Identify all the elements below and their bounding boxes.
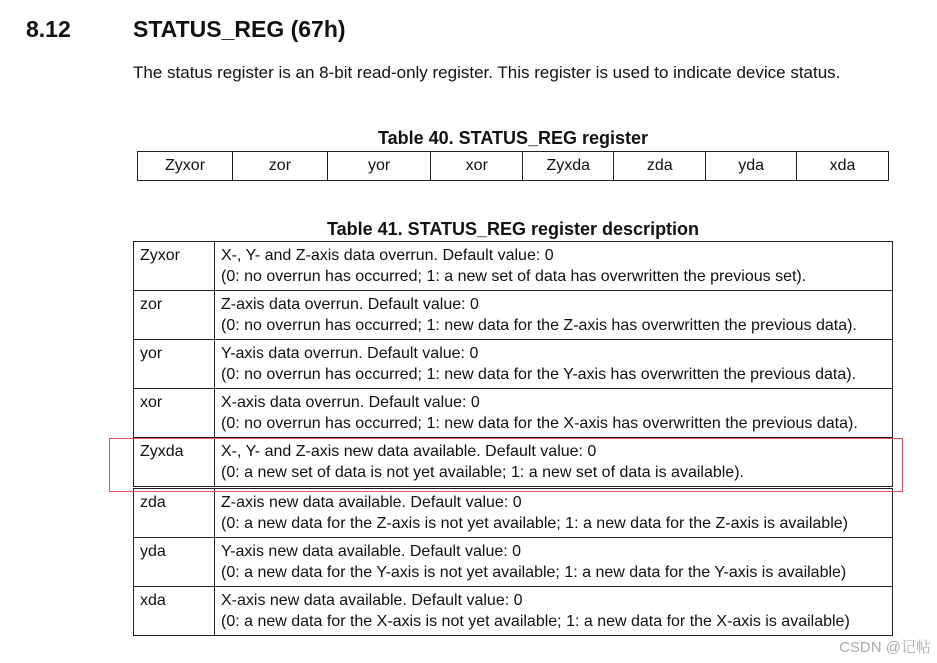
table-row [134,340,893,389]
register-bit-table [137,151,889,181]
bit-cell: zor [233,152,328,181]
bit-description [215,488,893,538]
highlight-box [109,438,903,492]
bit-name: zda [134,488,215,538]
table-row [134,488,893,538]
description-line1: Z-axis data overrun. Default value: 0 [221,296,479,313]
bit-description [215,389,893,438]
section-intro: The status register is an 8-bit read-only register. This register is used to indicate device status. [133,63,841,82]
table41-caption: Table 41. STATUS_REG register description [326,219,700,239]
table40-caption: Table 40. STATUS_REG register [377,128,649,148]
description-line1: X-axis new data available. Default value: 0 [221,592,523,609]
description-line1: X-, Y- and Z-axis data overrun. Default value: 0 [221,247,554,264]
description-line1: Y-axis new data available. Default value: 0 [221,543,522,560]
bit-name: zor [134,291,215,340]
watermark: CSDN @记帖 [839,639,931,656]
bit-cell: Zyxda [523,152,614,181]
table-row [134,242,893,291]
bit-description [215,340,893,389]
table-row [134,291,893,340]
bit-cell: yda [706,152,797,181]
table-row [134,587,893,636]
description-line2: (0: a new data for the X-axis is not yet available; 1: a new data for the X-axis is available) [221,613,850,630]
bit-name: Zyxor [134,242,215,291]
description-line1: Z-axis new data available. Default value: 0 [221,494,522,511]
bit-name: xor [134,389,215,438]
description-line1: Y-axis data overrun. Default value: 0 [221,345,479,362]
bit-cell: zda [614,152,706,181]
description-line2: (0: a new set of data is not yet available; 1: a new set of data is available). [221,464,744,481]
description-line2: (0: no overrun has occurred; 1: a new set of data has overwritten the previous set). [221,268,807,285]
table-row [134,538,893,587]
bit-name: xda [134,587,215,636]
description-line2: (0: a new data for the Y-axis is not yet available; 1: a new data for the Y-axis is available) [221,564,847,581]
bit-cell: yor [327,152,431,181]
bit-description [215,242,893,291]
bit-description [215,587,893,636]
description-line2: (0: no overrun has occurred; 1: new data for the X-axis has overwritten the previous data). [221,415,858,432]
bit-description [215,291,893,340]
bit-description [215,538,893,587]
section-title: STATUS_REG (67h) [133,16,346,42]
description-line2: (0: no overrun has occurred; 1: new data for the Z-axis has overwritten the previous data). [221,317,857,334]
description-line2: (0: no overrun has occurred; 1: new data for the Y-axis has overwritten the previous data). [221,366,857,383]
description-line2: (0: a new data for the Z-axis is not yet available; 1: a new data for the Z-axis is available) [221,515,848,532]
bit-cell: Zyxor [138,152,233,181]
bit-cell: xda [797,152,889,181]
description-line1: X-axis data overrun. Default value: 0 [221,394,480,411]
bit-name: yor [134,340,215,389]
table-row [134,389,893,438]
bit-name: Zyxda [134,438,215,488]
bit-cell: xor [431,152,523,181]
bit-name: yda [134,538,215,587]
description-line1: X-, Y- and Z-axis new data available. Default value: 0 [221,443,597,460]
section-number: 8.12 [26,16,71,42]
